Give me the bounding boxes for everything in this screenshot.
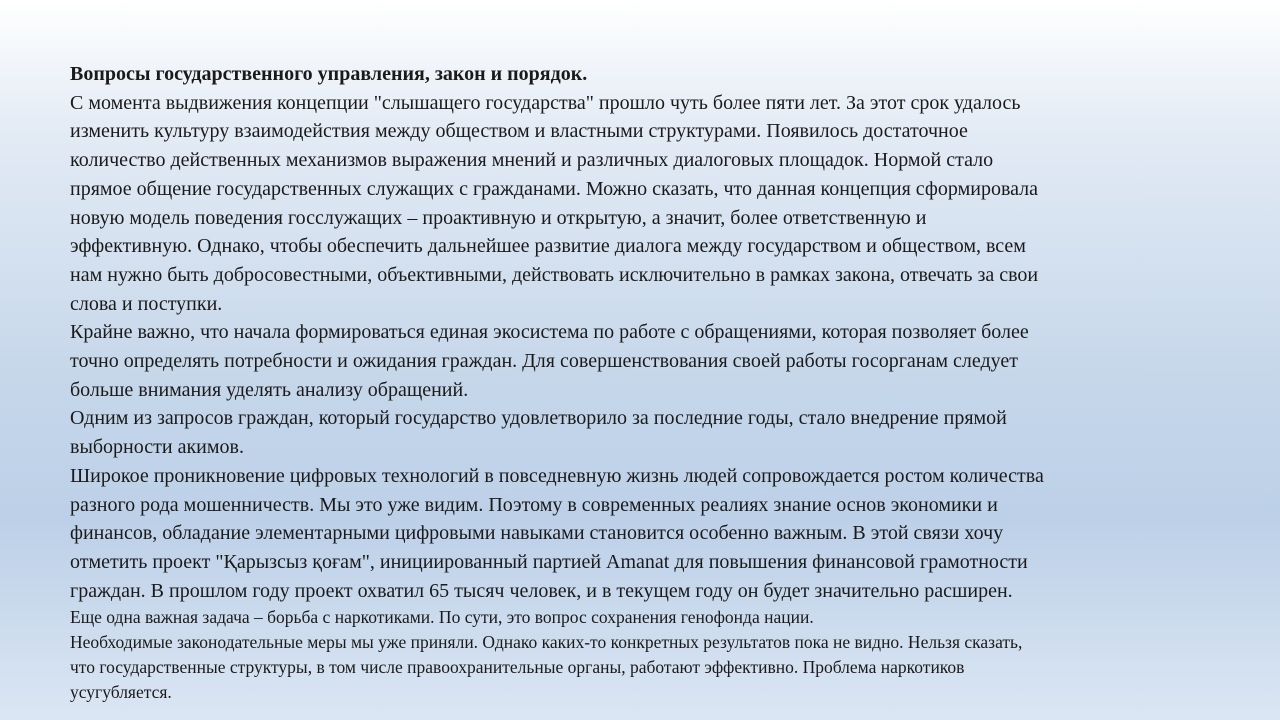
small-body-line: Необходимые законодательные меры мы уже приняли. Однако каких-то конкретных результатов пока не видно. Нельзя сказать, [70,632,1023,653]
body-line: количество действенных механизмов выражения мнений и различных диалоговых площадок. Нормой стало [70,149,994,172]
body-line: больше внимания уделять анализу обращений. [70,378,469,401]
body-line: выборности акимов. [70,436,244,459]
slide-title: Вопросы государственного управления, закон и порядок. [70,63,588,85]
small-body-line: что государственные структуры, в том числе правоохранительные органы, работают эффективно. Проблема наркотиков [70,657,965,678]
slide-text-block [70,60,1250,705]
body-line: нам нужно быть добросовестными, объективными, действовать исключительно в рамках закона, отвечать за свои [70,263,1039,286]
body-line: эффективную. Однако, чтобы обеспечить дальнейшее развитие диалога между государством и обществом, всем [70,235,1026,258]
body-line: новую модель поведения госслужащих – проактивную и открытую, а значит, более ответственную и [70,206,927,229]
body-line: Одним из запросов граждан, который государство удовлетворило за последние годы, стало внедрение прямой [70,407,1007,430]
body-line: граждан. В прошлом году проект охватил 65 тысяч человек, и в текущем году он будет значительно расширен. [70,579,1013,602]
body-line: С момента выдвижения концепции "слышащего государства" прошло чуть более пяти лет. За этот срок удалось [70,91,1021,114]
body-line: слова и поступки. [70,292,223,315]
body-line: Крайне важно, что начала формироваться единая экосистема по работе с обращениями, которая позволяет более [70,321,1029,344]
body-line: Широкое проникновение цифровых технологий в повседневную жизнь людей сопровождается ростом количества [70,464,1044,487]
body-line: изменить культуру взаимодействия между обществом и властными структурами. Появилось достаточное [70,120,968,143]
body-line: точно определять потребности и ожидания граждан. Для совершенствования своей работы госорганам следует [70,350,1019,373]
body-line: прямое общение государственных служащих с гражданами. Можно сказать, что данная концепция сформировала [70,177,1039,200]
body-line: разного рода мошенничеств. Мы это уже видим. Поэтому в современных реалиях знание основ экономики и [70,493,998,516]
body-line: отметить проект "Қарызсыз қоғам", инициированный партией Amanat для повышения финансовой грамотности [70,550,1028,573]
small-body-line: Еще одна важная задача – борьба с наркотиками. По сути, это вопрос сохранения генофонда нации. [70,607,814,628]
small-body-line: усугубляется. [70,682,172,703]
body-line: финансов, обладание элементарными цифровыми навыками становится особенно важным. В этой связи хочу [70,522,1004,545]
